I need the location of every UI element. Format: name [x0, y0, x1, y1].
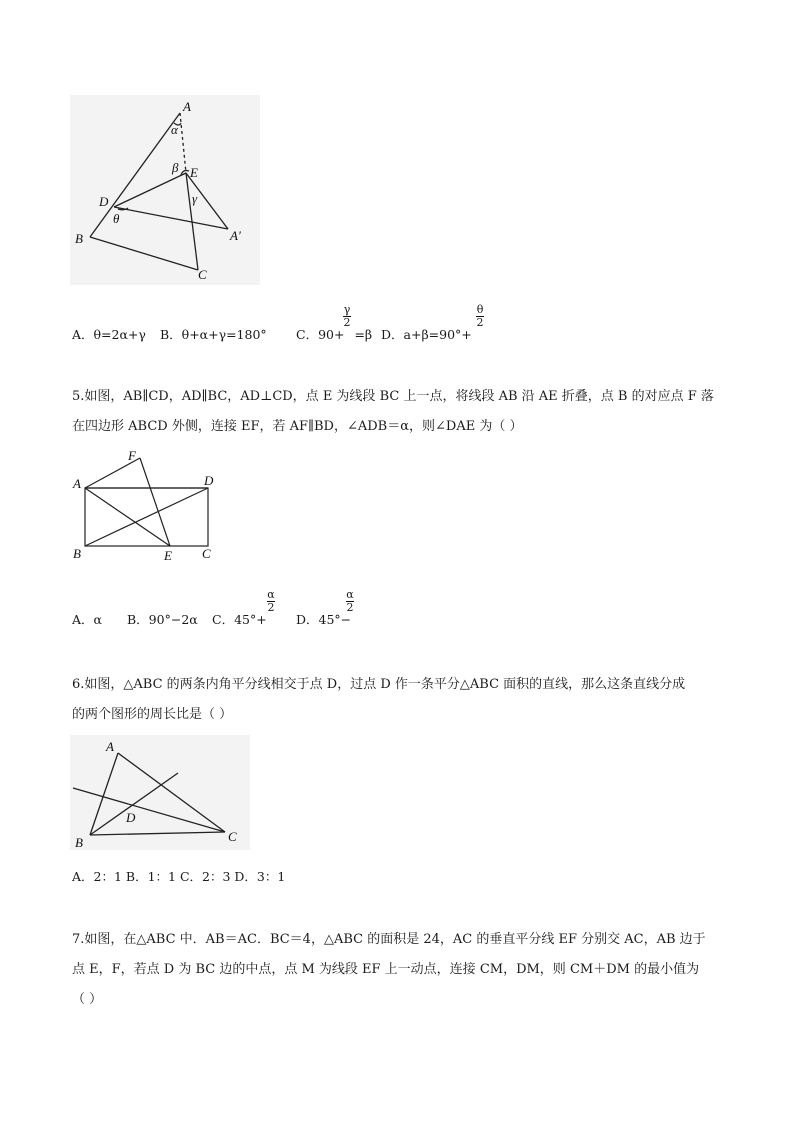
q5-figure — [70, 448, 220, 568]
q4-option-d-numerator: θ — [476, 303, 484, 316]
q5-label-c: C — [202, 546, 211, 561]
q5-option-c-numerator: α — [267, 588, 275, 601]
q5-option-d-denominator: 2 — [346, 601, 354, 614]
q5-stem-line-2: 在四边形 ABCD 外侧，连接 EF，若 AF∥BD，∠ADB＝α，则∠DAE 为（ ） — [72, 419, 523, 434]
q4-label-c: C — [198, 267, 207, 282]
q4-label-alpha: α — [171, 122, 178, 137]
q7-stem-line-3: （ ） — [72, 992, 103, 1007]
q4-label-b: B — [75, 231, 83, 246]
q4-option-c-fraction — [343, 304, 351, 328]
q4-option-c-numerator: γ — [343, 303, 351, 316]
q4-label-theta: θ — [113, 211, 120, 226]
q4-label-a-prime: A′ — [230, 228, 241, 243]
q4-option-d-fraction — [476, 304, 484, 328]
q5-diagonal-bd — [85, 488, 208, 546]
q6-stem-line-2: 的两个图形的周长比是（ ） — [72, 707, 233, 722]
q4-label-gamma: γ — [192, 191, 198, 206]
q6-stem-line-1: 6.如图，△ABC 的两条内角平分线相交于点 D，过点 D 作一条平分△ABC 面积的直线，那么这条直线分成 — [72, 677, 686, 692]
q7-stem-line-2: 点 E，F，若点 D 为 BC 边的中点，点 M 为线段 EF 上一动点，连接 CM，DM，则 CM＋DM 的最小值为 — [72, 962, 700, 977]
q5-label-e: E — [164, 548, 172, 563]
q5-segment-ae — [85, 488, 170, 546]
q6-figure — [70, 735, 250, 850]
q5-segment-fe — [140, 458, 170, 546]
q4-option-d: D．a+β=90°+ — [381, 327, 472, 342]
q6-options: A．2：1 B．1：1 C．2：3 D．3：1 — [72, 869, 286, 884]
q5-option-c: C．45°+ — [212, 612, 267, 627]
q5-option-a: A．α — [72, 612, 102, 627]
q4-label-a: A — [183, 99, 191, 114]
q5-label-b: B — [73, 546, 81, 561]
q4-option-a: A．θ=2α+γ — [72, 327, 146, 342]
q4-option-b: B．θ+α+γ=180° — [160, 327, 267, 342]
q6-label-d: D — [126, 810, 136, 825]
q5-option-d: D．45°− — [296, 612, 352, 627]
q5-option-c-denominator: 2 — [267, 601, 275, 614]
q6-label-b: B — [75, 835, 83, 850]
q6-stem — [72, 670, 724, 730]
q4-label-beta: β — [172, 160, 179, 175]
q5-label-a: A — [73, 476, 81, 491]
q6-label-a: A — [106, 739, 114, 754]
q4-option-c-prefix: C．90+ — [296, 327, 345, 342]
q5-option-b: B．90°−2α — [127, 612, 198, 627]
q4-option-c-denominator: 2 — [343, 316, 351, 329]
q5-stem — [72, 382, 724, 442]
q5-stem-line-1: 5.如图，AB∥CD，AD∥BC，AD⊥CD，点 E 为线段 BC 上一点，将线段 AB 沿 AE 折叠，点 B 的对应点 F 落 — [72, 389, 714, 404]
q4-option-d-denominator: 2 — [476, 316, 484, 329]
q5-label-f: F — [128, 448, 136, 463]
q5-option-c-fraction — [267, 589, 275, 613]
q4-figure — [70, 95, 260, 285]
q4-option-c — [296, 325, 372, 343]
q4-option-c-suffix: =β — [354, 327, 373, 342]
q5-label-d: D — [204, 473, 214, 488]
q4-label-e: E — [190, 165, 198, 180]
q7-stem — [72, 925, 724, 1015]
q7-stem-line-1: 7.如图，在△ABC 中．AB＝AC．BC＝4，△ABC 的面积是 24，AC 的垂直平分线 EF 分别交 AC，AB 边于 — [72, 932, 706, 947]
q4-label-d: D — [99, 194, 109, 209]
q6-label-c: C — [228, 829, 237, 844]
q5-option-d-fraction — [346, 589, 354, 613]
q5-option-d-numerator: α — [346, 588, 354, 601]
